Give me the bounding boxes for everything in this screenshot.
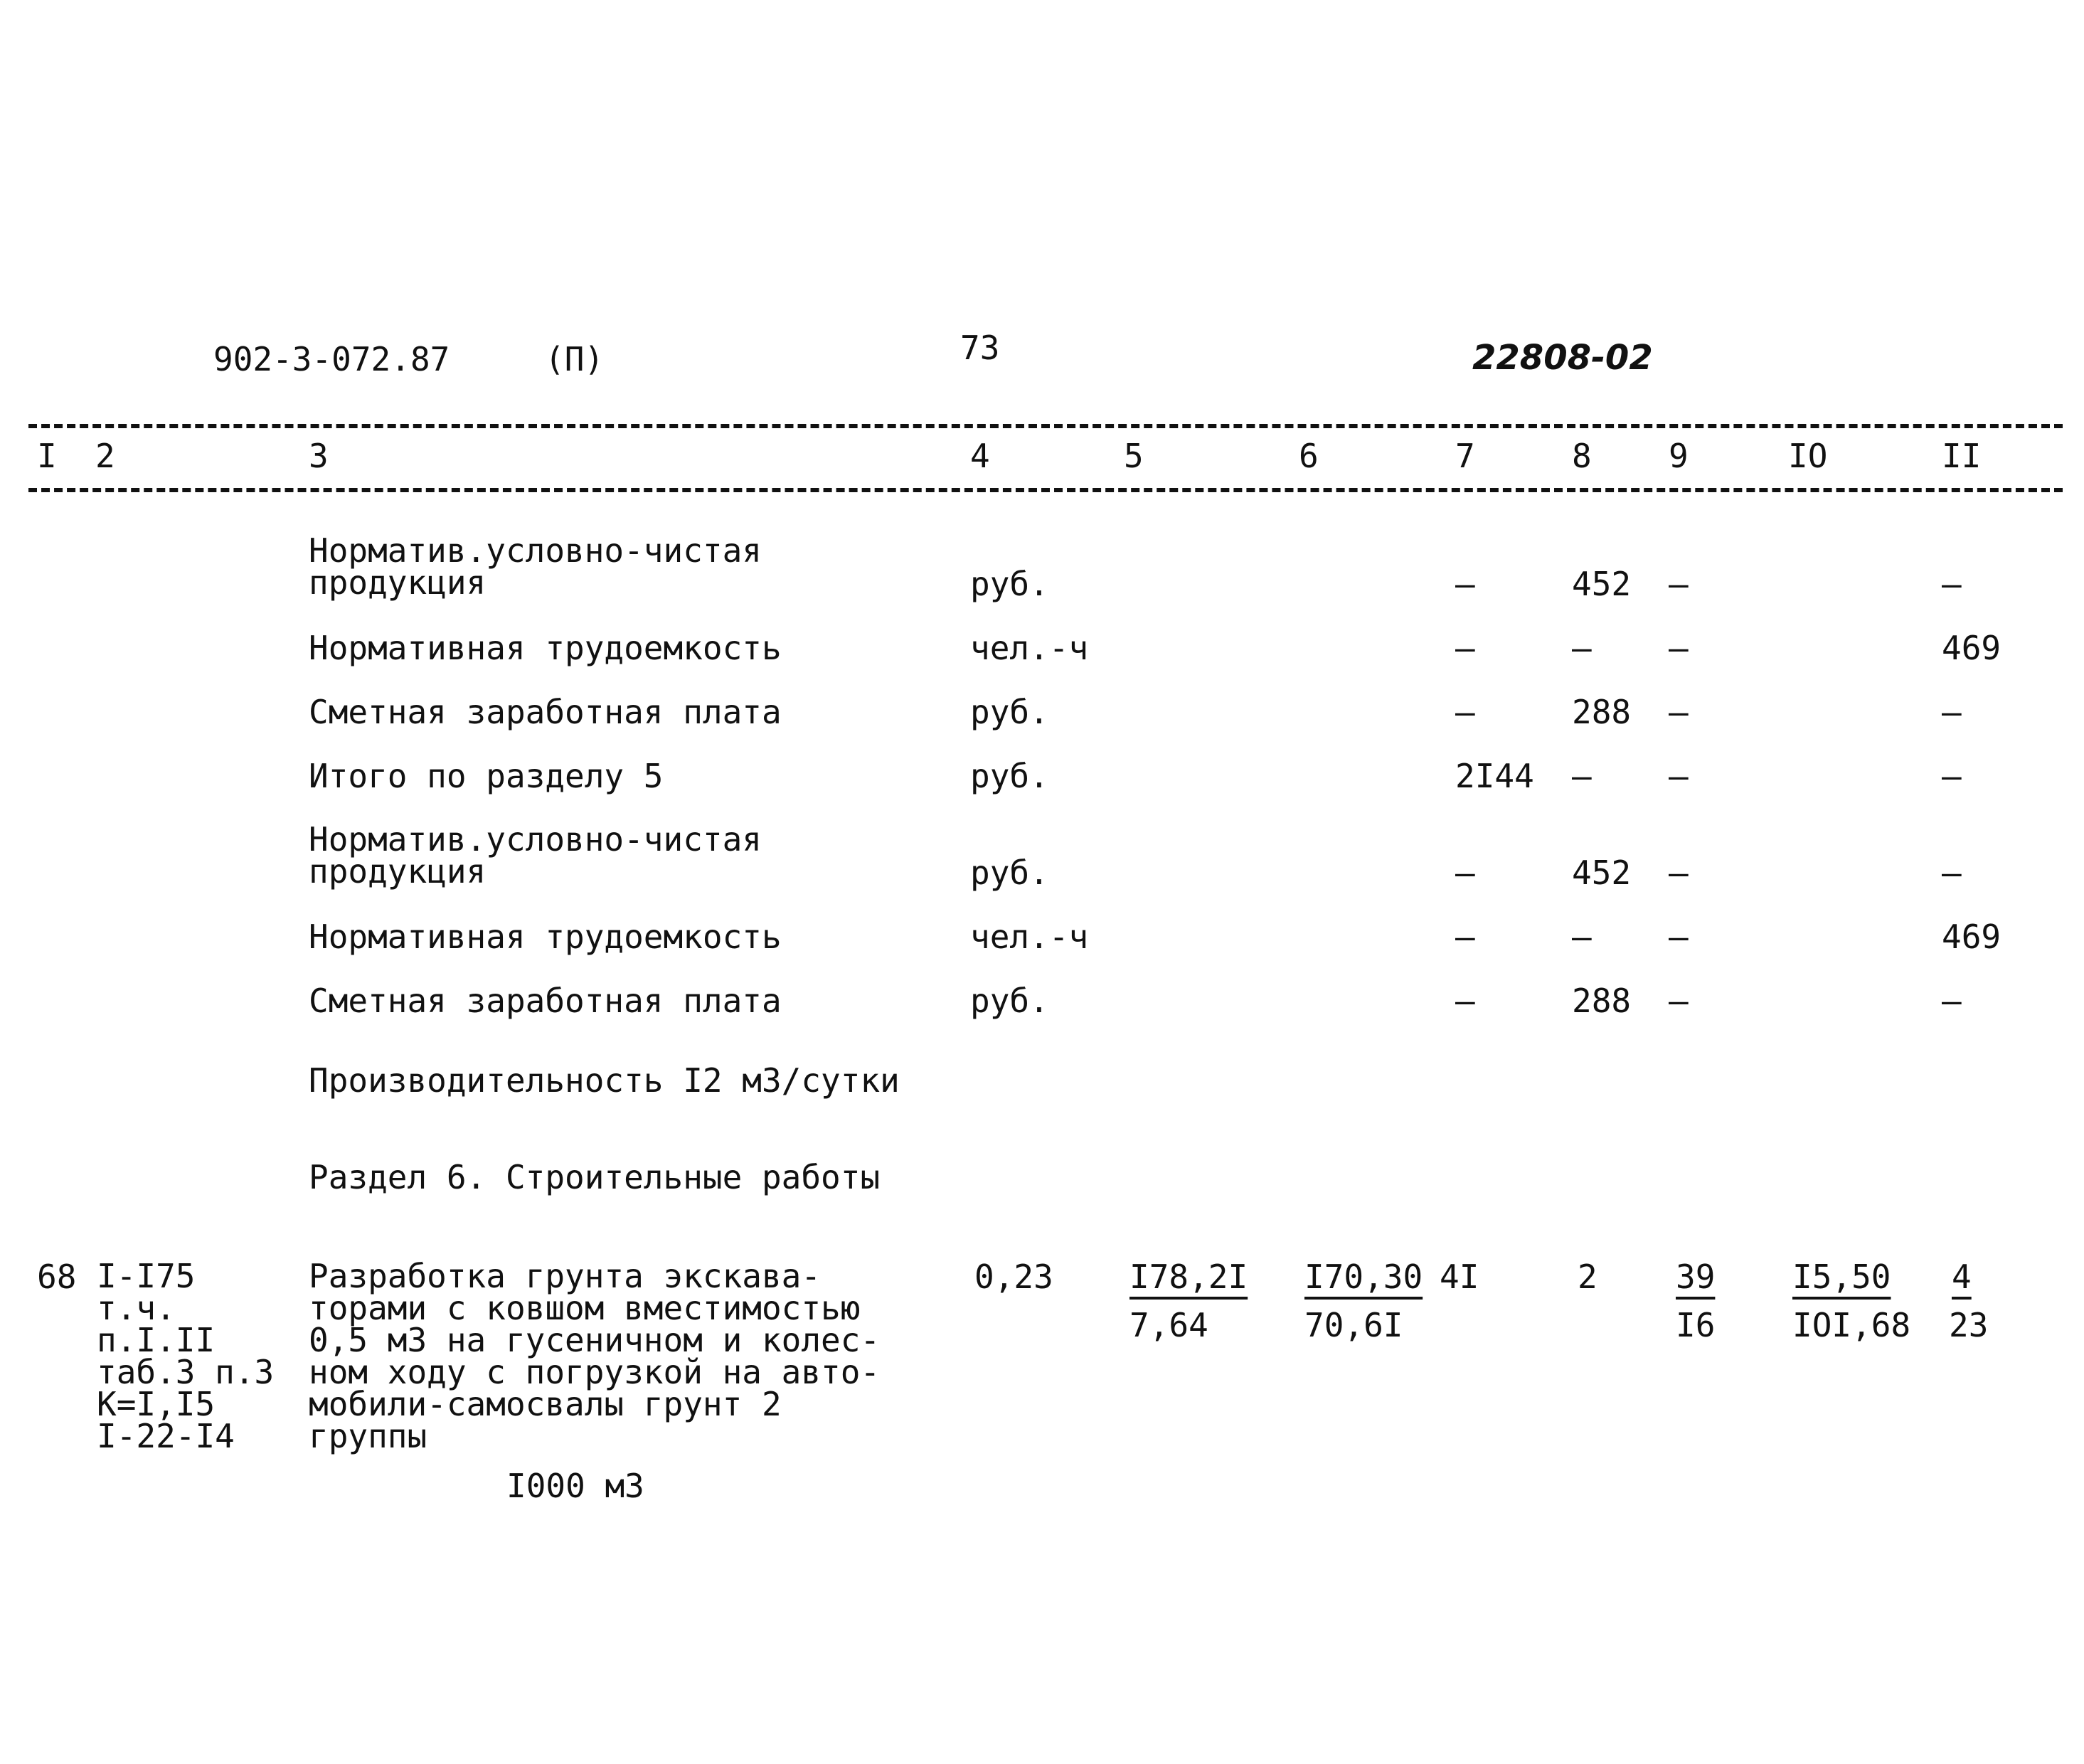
item-code: I-I75 т.ч. п.I.II таб.3 п.3 К=I,I5 I-22-I4: [97, 1257, 275, 1455]
header-rule-bottom: [28, 488, 2063, 492]
item-col6-top: I70,30: [1304, 1258, 1423, 1296]
item-col5-bottom: 7,64: [1129, 1306, 1208, 1344]
row-unit: руб.: [970, 757, 1049, 795]
row-name: Сметная заработная плата: [309, 693, 782, 731]
row-unit: руб.: [970, 565, 1049, 603]
row-col8: –: [1572, 918, 1592, 956]
item-col5-top: I78,2I: [1129, 1258, 1248, 1296]
item-col11-top: 4: [1952, 1258, 1972, 1296]
row-col9: –: [1669, 565, 1689, 603]
productivity-note: Производительность I2 м3/сутки: [309, 1061, 900, 1100]
document-mark: (П): [545, 340, 605, 378]
item-description: Разработка грунта экскава- торами с ковшом вместимостью 0,5 м3 на гусеничном и колес- ном ходу с погрузкой на авто- мобили-самосвалы грунт 2 группы: [309, 1257, 881, 1455]
column-header-3: 3: [309, 437, 329, 475]
column-header-11: II: [1942, 437, 1982, 475]
row-unit: руб.: [970, 854, 1049, 892]
row-col9: –: [1669, 854, 1689, 892]
row-name: Нормативная трудоемкость: [309, 918, 782, 956]
row-col8: –: [1572, 757, 1592, 795]
row-col7: –: [1455, 918, 1475, 956]
row-col8: 452: [1572, 854, 1632, 892]
column-header-7: 7: [1455, 437, 1475, 475]
item-col9-top: 39: [1676, 1258, 1716, 1296]
row-col7: –: [1455, 693, 1475, 731]
item-col6-bottom: 70,6I: [1304, 1306, 1403, 1344]
row-unit: руб.: [970, 693, 1049, 731]
row-col11: –: [1942, 565, 1962, 603]
column-header-8: 8: [1572, 437, 1592, 475]
item-col9-bottom: I6: [1676, 1306, 1716, 1344]
item-col10-top: I5,50: [1792, 1258, 1891, 1296]
column-header-2: 2: [95, 437, 115, 475]
row-name: Нормативная трудоемкость: [309, 629, 782, 667]
row-col11: –: [1942, 757, 1962, 795]
item-col11-bottom: 23: [1949, 1306, 1989, 1344]
row-col9: –: [1669, 918, 1689, 956]
item-col8: 2: [1578, 1258, 1597, 1296]
row-col9: –: [1669, 982, 1689, 1020]
row-col8: 452: [1572, 565, 1632, 603]
row-unit: чел.-ч: [970, 629, 1089, 667]
item-quantity: 0,23: [974, 1258, 1053, 1296]
row-name: Сметная заработная плата: [309, 982, 782, 1020]
page-number: 73: [960, 329, 1000, 367]
row-name: Норматив.условно-чистая продукция: [309, 531, 762, 602]
column-header-1: I: [37, 437, 57, 475]
row-col11: 469: [1942, 629, 2001, 667]
column-header-4: 4: [970, 437, 990, 475]
row-col7: 2I44: [1455, 757, 1534, 795]
row-col11: –: [1942, 693, 1962, 731]
column-header-5: 5: [1124, 437, 1144, 475]
item-col10-bottom: IOI,68: [1792, 1306, 1911, 1344]
row-col9: –: [1669, 693, 1689, 731]
row-col8: –: [1572, 629, 1592, 667]
row-col9: –: [1669, 629, 1689, 667]
row-col8: 288: [1572, 982, 1632, 1020]
row-col7: –: [1455, 854, 1475, 892]
row-col7: –: [1455, 982, 1475, 1020]
section-title: Раздел 6. Строительные работы: [309, 1158, 881, 1196]
item-unit: I000 м3: [506, 1467, 644, 1505]
row-col7: –: [1455, 565, 1475, 603]
column-header-9: 9: [1669, 437, 1689, 475]
row-col9: –: [1669, 757, 1689, 795]
row-name: Итого по разделу 5: [309, 757, 664, 795]
row-col7: –: [1455, 629, 1475, 667]
item-number: 68: [37, 1258, 77, 1296]
row-col8: 288: [1572, 693, 1632, 731]
column-header-10: IO: [1788, 437, 1828, 475]
header-rule-top: [28, 424, 2063, 428]
row-col11: –: [1942, 854, 1962, 892]
row-col11: –: [1942, 982, 1962, 1020]
row-name: Норматив.условно-чистая продукция: [309, 820, 762, 891]
column-header-6: 6: [1299, 437, 1319, 475]
item-col7: 4I: [1440, 1258, 1479, 1296]
row-col11: 469: [1942, 918, 2001, 956]
row-unit: руб.: [970, 982, 1049, 1020]
document-code: 902-3-072.87: [213, 340, 450, 378]
row-unit: чел.-ч: [970, 918, 1089, 956]
document-number: 22808-02: [1472, 338, 1653, 378]
